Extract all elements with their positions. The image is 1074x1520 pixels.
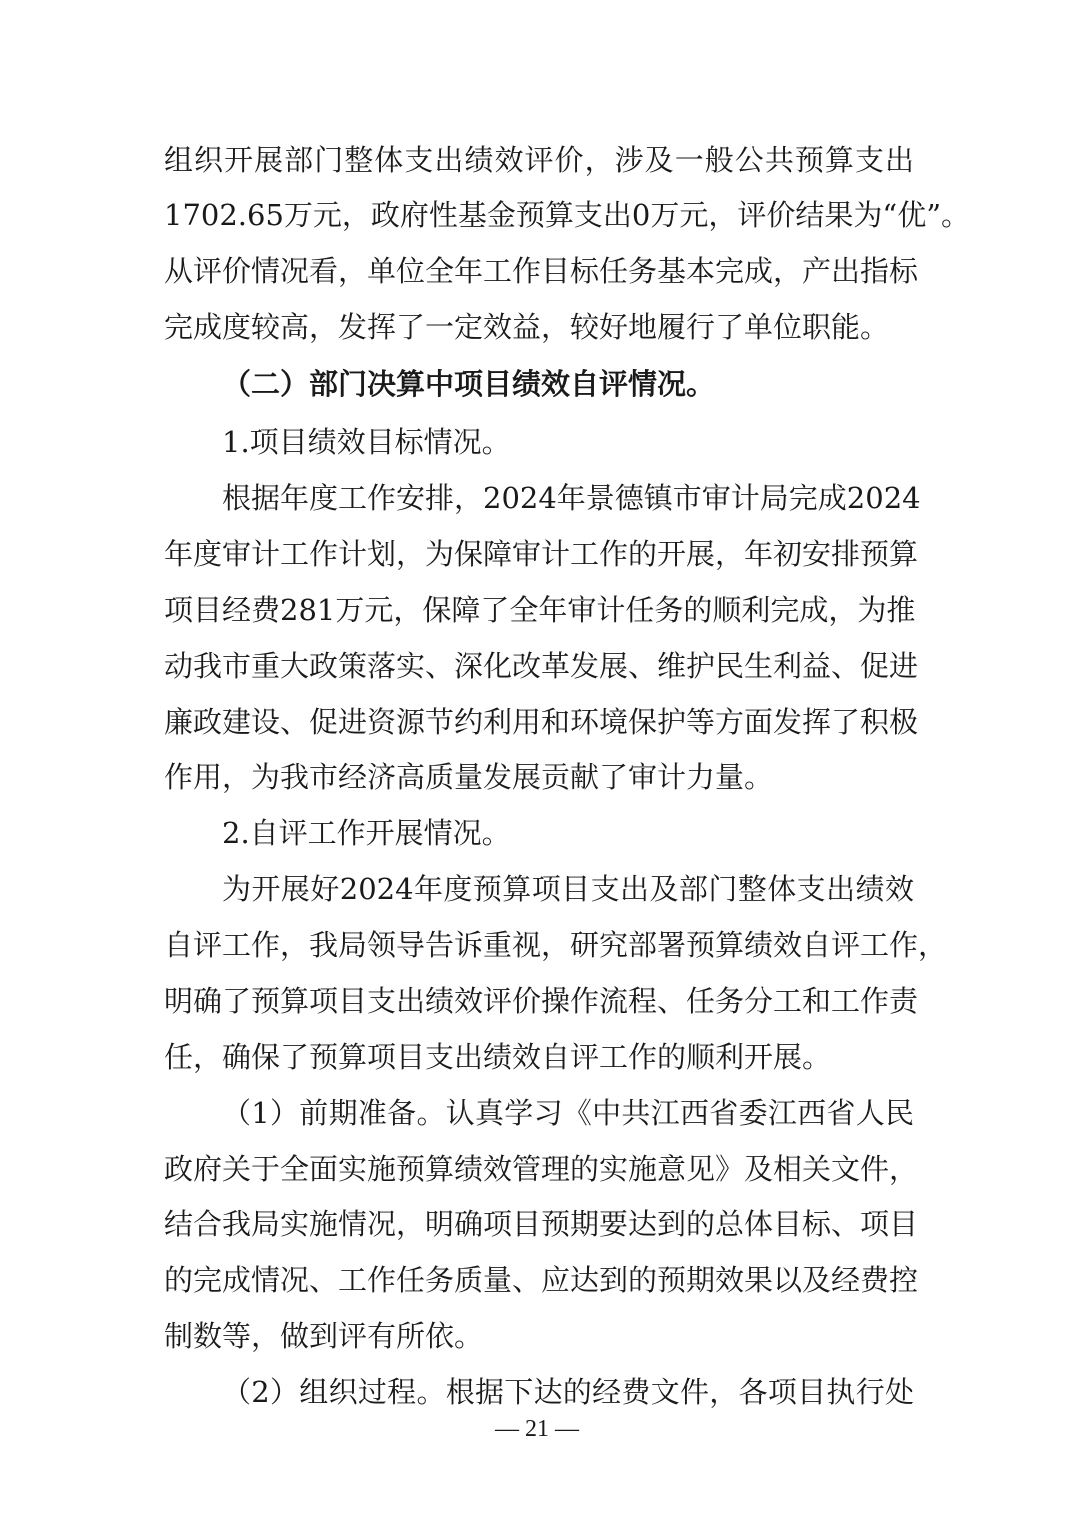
body-text-line: 为开展好2024年度预算项目支出及部门整体支出绩效: [222, 872, 914, 906]
body-text-line: 自评工作，我局领导告诉重视，研究部署预算绩效自评工作，: [164, 928, 948, 962]
body-text-line: 制数等，做到评有所依。: [164, 1319, 484, 1353]
section-heading: （二）部门决算中项目绩效自评情况。: [222, 367, 716, 401]
body-text-line: 根据年度工作安排，2024年景德镇市审计局完成2024: [222, 481, 921, 515]
body-text-line: 动我市重大政策落实、深化改革发展、维护民生利益、促进: [164, 649, 919, 683]
body-text-line: 作用，为我市经济高质量发展贡献了审计力量。: [164, 760, 774, 794]
body-text-line: 任，确保了预算项目支出绩效自评工作的顺利开展。: [164, 1040, 832, 1074]
body-text-line: 从评价情况看，单位全年工作目标任务基本完成，产出指标: [164, 254, 919, 288]
body-text-line: 的完成情况、工作任务质量、应达到的预期效果以及经费控: [164, 1263, 919, 1297]
body-text-line: 结合我局实施情况，明确项目预期要达到的总体目标、项目: [164, 1207, 919, 1241]
body-text-line: 组织开展部门整体支出绩效评价，涉及一般公共预算支出: [164, 143, 914, 177]
body-text-line: 1702.65万元，政府性基金预算支出0万元，评价结果为“优”。: [164, 198, 971, 232]
body-text-line: 年度审计工作计划，为保障审计工作的开展，年初安排预算: [164, 537, 919, 571]
body-text-line: （2）组织过程。根据下达的经费文件，各项目执行处: [222, 1375, 914, 1409]
body-text-line: 廉政建设、促进资源节约利用和环境保护等方面发挥了积极: [164, 705, 919, 739]
body-text-line: 项目经费281万元，保障了全年审计任务的顺利完成，为推: [164, 593, 916, 627]
subsection-heading: 2.自评工作开展情况。: [222, 816, 511, 850]
body-text-line: 政府关于全面实施预算绩效管理的实施意见》及相关文件，: [164, 1152, 919, 1186]
body-text-line: （1）前期准备。认真学习《中共江西省委江西省人民: [222, 1096, 914, 1130]
body-text-line: 明确了预算项目支出绩效评价操作流程、任务分工和工作责: [164, 984, 919, 1018]
page-number: — 21 —: [495, 1416, 579, 1442]
body-text-line: 完成度较高，发挥了一定效益，较好地履行了单位职能。: [164, 310, 890, 344]
subsection-heading: 1.项目绩效目标情况。: [222, 425, 511, 459]
